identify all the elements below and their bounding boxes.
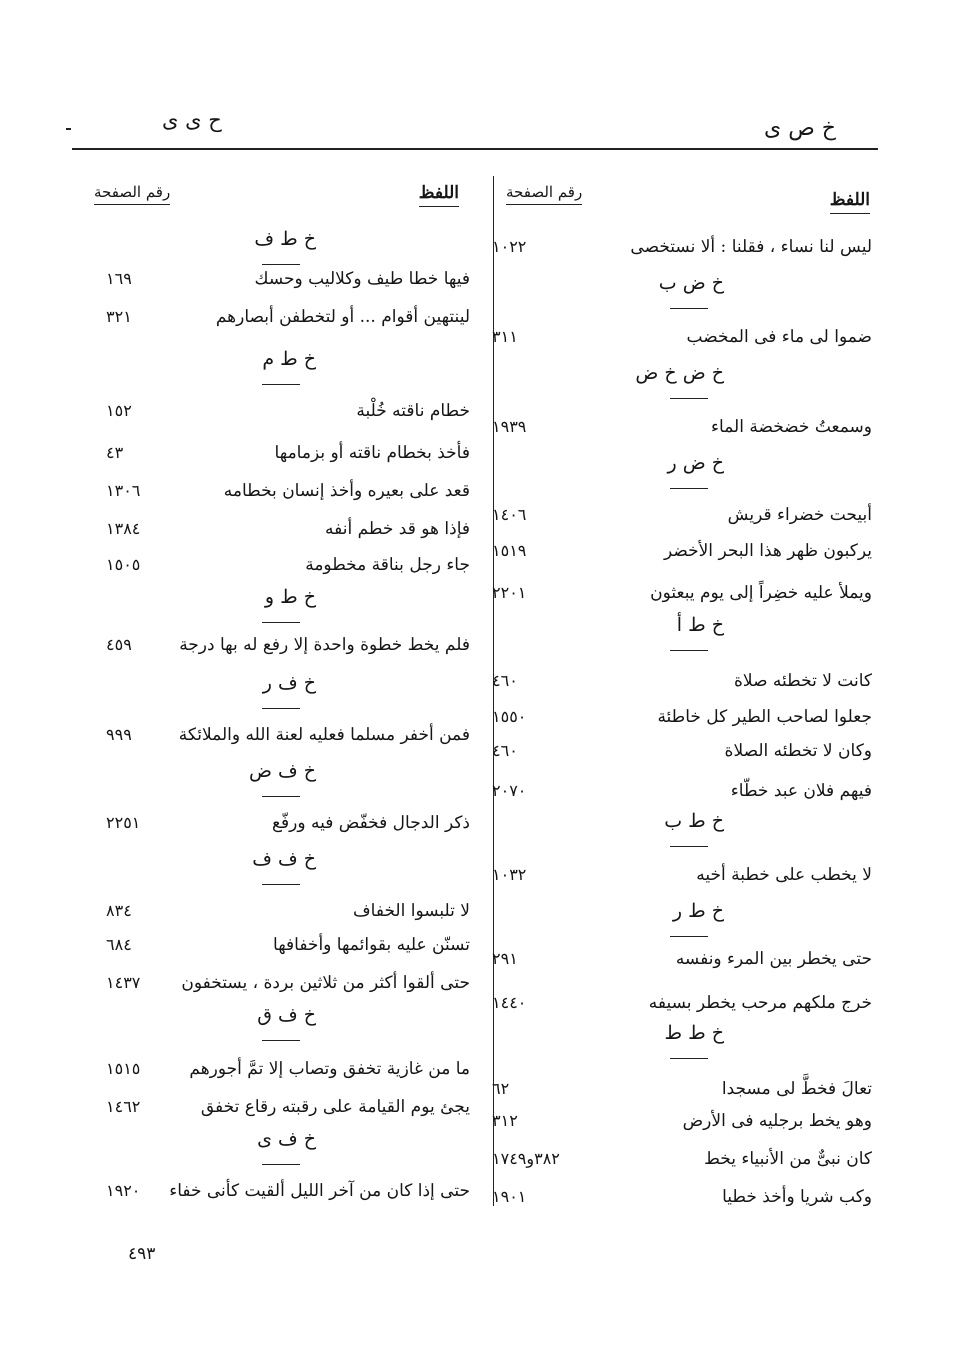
entry-word: خرج ملكهم مرحب يخطر بسيفه: [648, 993, 872, 1013]
index-entry: [492, 1106, 882, 1136]
entry-word: حتى يخطر بين المرء ونفسه: [675, 949, 872, 969]
entry-page-number: ٣١١: [492, 327, 518, 346]
entry-word: يجئ يوم القيامة على رقبته رقاع تخفق: [200, 1097, 470, 1117]
root-underline: [262, 384, 300, 385]
entry-word: فمن أخفر مسلما فعليه لعنة الله والملائكة: [178, 725, 470, 745]
entry-page-number: ١٣٨٤: [106, 519, 141, 538]
root-underline: [670, 398, 708, 399]
root-heading: خ ط ب: [664, 810, 724, 832]
entry-word: فيهم فلان عبد خطّاء: [730, 781, 872, 801]
root-underline: [670, 488, 708, 489]
entry-word: وهو يخط برجليه فى الأرض: [682, 1111, 872, 1131]
entry-word: لا يخطب على خطبة أخيه: [696, 865, 872, 885]
header-root-right: خ ص ى: [763, 116, 836, 141]
index-entry: [80, 302, 470, 332]
index-entry: [492, 1182, 882, 1212]
entry-page-number: ١٠٣٢: [492, 865, 527, 884]
root-underline: [670, 936, 708, 937]
entry-page-number: ٢٠٧٠: [492, 781, 527, 800]
entry-word: وكب شريا وأخذ خطيا: [722, 1187, 872, 1207]
entry-word: قعد على بعيره وأخذ إنسان بخطامه: [223, 481, 470, 501]
entry-page-number: ١٩٣٩: [492, 417, 527, 436]
index-entry: [492, 860, 882, 890]
entry-page-number: ١٥١٩: [492, 541, 527, 560]
entry-page-number: ١٤٤٠: [492, 993, 527, 1012]
index-entry: [492, 702, 882, 732]
entry-page-number: ١٠٢٢: [492, 237, 527, 256]
root-underline: [670, 650, 708, 651]
left-column-word-label: اللفظ: [419, 183, 459, 207]
entry-page-number: ٣٢١: [106, 307, 132, 326]
entry-word: وكان لا تخطئه الصلاة: [724, 741, 872, 761]
entry-word: وسمعتُ خضخضة الماء: [711, 417, 872, 437]
left-column-page-label: رقم الصفحة: [94, 183, 170, 205]
entry-page-number: ٢٩١: [492, 949, 518, 968]
entry-word: تعالَ فخطَّ لى مسجدا: [721, 1079, 872, 1099]
header-root-left: ح ى ى: [162, 108, 222, 132]
entry-word: أبيحت خضراء قريش: [727, 505, 872, 525]
root-heading: خ ف ض: [248, 760, 316, 782]
root-heading: خ ض خ ض: [635, 362, 724, 384]
entry-page-number: ١٤٣٧: [106, 973, 141, 992]
root-heading: خ ف ر: [262, 672, 316, 694]
index-entry: [80, 1176, 470, 1206]
right-column-word-label: اللفظ: [830, 190, 870, 214]
entry-word: ليس لنا نساء ، فقلنا : ألا نستخصى: [630, 237, 872, 257]
entry-word: كان نبىٌّ من الأنبياء يخط: [704, 1149, 872, 1169]
index-entry: [80, 930, 470, 960]
entry-page-number: ٢٢٥١: [106, 813, 141, 832]
entry-page-number: ٦٨٤: [106, 935, 132, 954]
root-heading: خ ف ق: [257, 1004, 316, 1026]
entry-page-number: ٦٢: [492, 1079, 510, 1098]
entry-word: يركبون ظهر هذا البحر الأخضر: [663, 541, 872, 561]
entry-page-number: ٤٥٩: [106, 635, 132, 654]
index-entry: [492, 776, 882, 806]
entry-word: لينتهين أقوام ... أو لتخطفن أبصارهم: [215, 307, 470, 327]
entry-page-number: ٤٦٠: [492, 671, 518, 690]
entry-word: فإذا هو قد خطم أنفه: [325, 519, 470, 539]
index-entry: [80, 808, 470, 838]
right-column-page-label: رقم الصفحة: [506, 183, 582, 205]
index-entry: [492, 944, 882, 974]
index-entry: [80, 264, 470, 294]
root-heading: خ ض ر: [667, 452, 724, 474]
index-entry: [80, 1054, 470, 1084]
entry-page-number: ١٤٦٢: [106, 1097, 141, 1116]
index-entry: [80, 968, 470, 998]
root-underline: [262, 708, 300, 709]
root-heading: خ ط و: [264, 586, 316, 608]
root-heading: خ ط أ: [676, 614, 724, 636]
entry-word: لا تلبسوا الخفاف: [353, 901, 470, 921]
index-entry: [80, 514, 470, 544]
root-heading: خ ض ب: [658, 272, 724, 294]
entry-word: جعلوا لصاحب الطير كل خاطئة: [657, 707, 872, 727]
entry-page-number: ١٥٥٠: [492, 707, 527, 726]
root-underline: [262, 796, 300, 797]
entry-word: جاء رجل بناقة مخطومة: [305, 555, 470, 575]
root-heading: خ ط ط: [664, 1022, 724, 1044]
root-heading: خ ط ف: [254, 228, 316, 250]
entry-word: ذكر الدجال فخفّض فيه ورفّع: [271, 813, 470, 833]
entry-page-number: ١٥٢: [106, 401, 132, 420]
index-entry: [492, 988, 882, 1018]
index-entry: [80, 396, 470, 426]
entry-word: ما من غازية تخفق وتصاب إلا تمَّ أجورهم: [189, 1059, 470, 1079]
root-underline: [262, 1164, 300, 1165]
index-entry: [492, 578, 882, 608]
entry-word: تسنّن عليه بقوائمها وأخفافها: [273, 935, 470, 955]
index-entry: [492, 1074, 882, 1104]
root-underline: [670, 1058, 708, 1059]
entry-page-number: ٣١٢: [492, 1111, 518, 1130]
root-underline: [262, 884, 300, 885]
entry-word: فيها خطا طيف وكلاليب وحسك: [254, 269, 470, 289]
page-number: ٤٩٣: [128, 1244, 156, 1264]
root-underline: [262, 622, 300, 623]
entry-page-number: ١٥٠٥: [106, 555, 141, 574]
entry-word: كانت لا تخطئه صلاة: [734, 671, 872, 691]
header-mark: [66, 128, 71, 130]
entry-page-number: ١٦٩: [106, 269, 132, 288]
root-heading: خ ط م: [262, 348, 316, 370]
entry-page-number: ١٩٢٠: [106, 1181, 141, 1200]
entry-page-number: ١٤٠٦: [492, 505, 527, 524]
root-heading: خ ف ى: [257, 1128, 316, 1150]
root-underline: [670, 308, 708, 309]
root-heading: خ ف ف: [252, 848, 316, 870]
entry-word: ضموا لى ماء فى المخضب: [686, 327, 872, 347]
entry-word: حتى ألقوا أكثر من ثلاثين بردة ، يستخفون: [181, 973, 470, 993]
index-entry: [492, 232, 882, 262]
index-entry: [80, 476, 470, 506]
entry-page-number: ١٩٠١: [492, 1187, 527, 1206]
entry-page-number: ٤٦٠: [492, 741, 518, 760]
entry-page-number: ٤٣: [106, 443, 124, 462]
index-entry: [80, 630, 470, 660]
index-entry: [80, 550, 470, 580]
index-entry: [80, 720, 470, 750]
entry-page-number: ٣٨٢و١٧٤٩: [492, 1149, 560, 1168]
entry-word: ويملأ عليه خضِراً إلى يوم يبعثون: [650, 583, 872, 603]
index-entry: [492, 412, 882, 442]
index-entry: [80, 896, 470, 926]
index-entry: [492, 536, 882, 566]
entry-word: حتى إذا كان من آخر الليل ألقيت كأنى خفاء: [169, 1181, 470, 1201]
index-entry: [492, 1144, 882, 1174]
entry-word: خطام ناقته خُلْبة: [356, 401, 470, 421]
root-underline: [670, 846, 708, 847]
index-entry: [492, 736, 882, 766]
entry-page-number: ٩٩٩: [106, 725, 132, 744]
index-entry: [80, 1092, 470, 1122]
index-entry: [492, 322, 882, 352]
index-entry: [492, 666, 882, 696]
header-rule: [72, 148, 878, 150]
root-underline: [262, 1040, 300, 1041]
root-heading: خ ط ر: [672, 900, 724, 922]
index-entry: [80, 438, 470, 468]
entry-page-number: ٢٢٠١: [492, 583, 527, 602]
index-entry: [492, 500, 882, 530]
entry-page-number: ١٣٠٦: [106, 481, 141, 500]
entry-word: فأخذ بخطام ناقته أو بزمامها: [274, 443, 470, 463]
entry-word: فلم يخط خطوة واحدة إلا رفع له بها درجة: [179, 635, 470, 655]
entry-page-number: ١٥١٥: [106, 1059, 141, 1078]
entry-page-number: ٨٣٤: [106, 901, 132, 920]
